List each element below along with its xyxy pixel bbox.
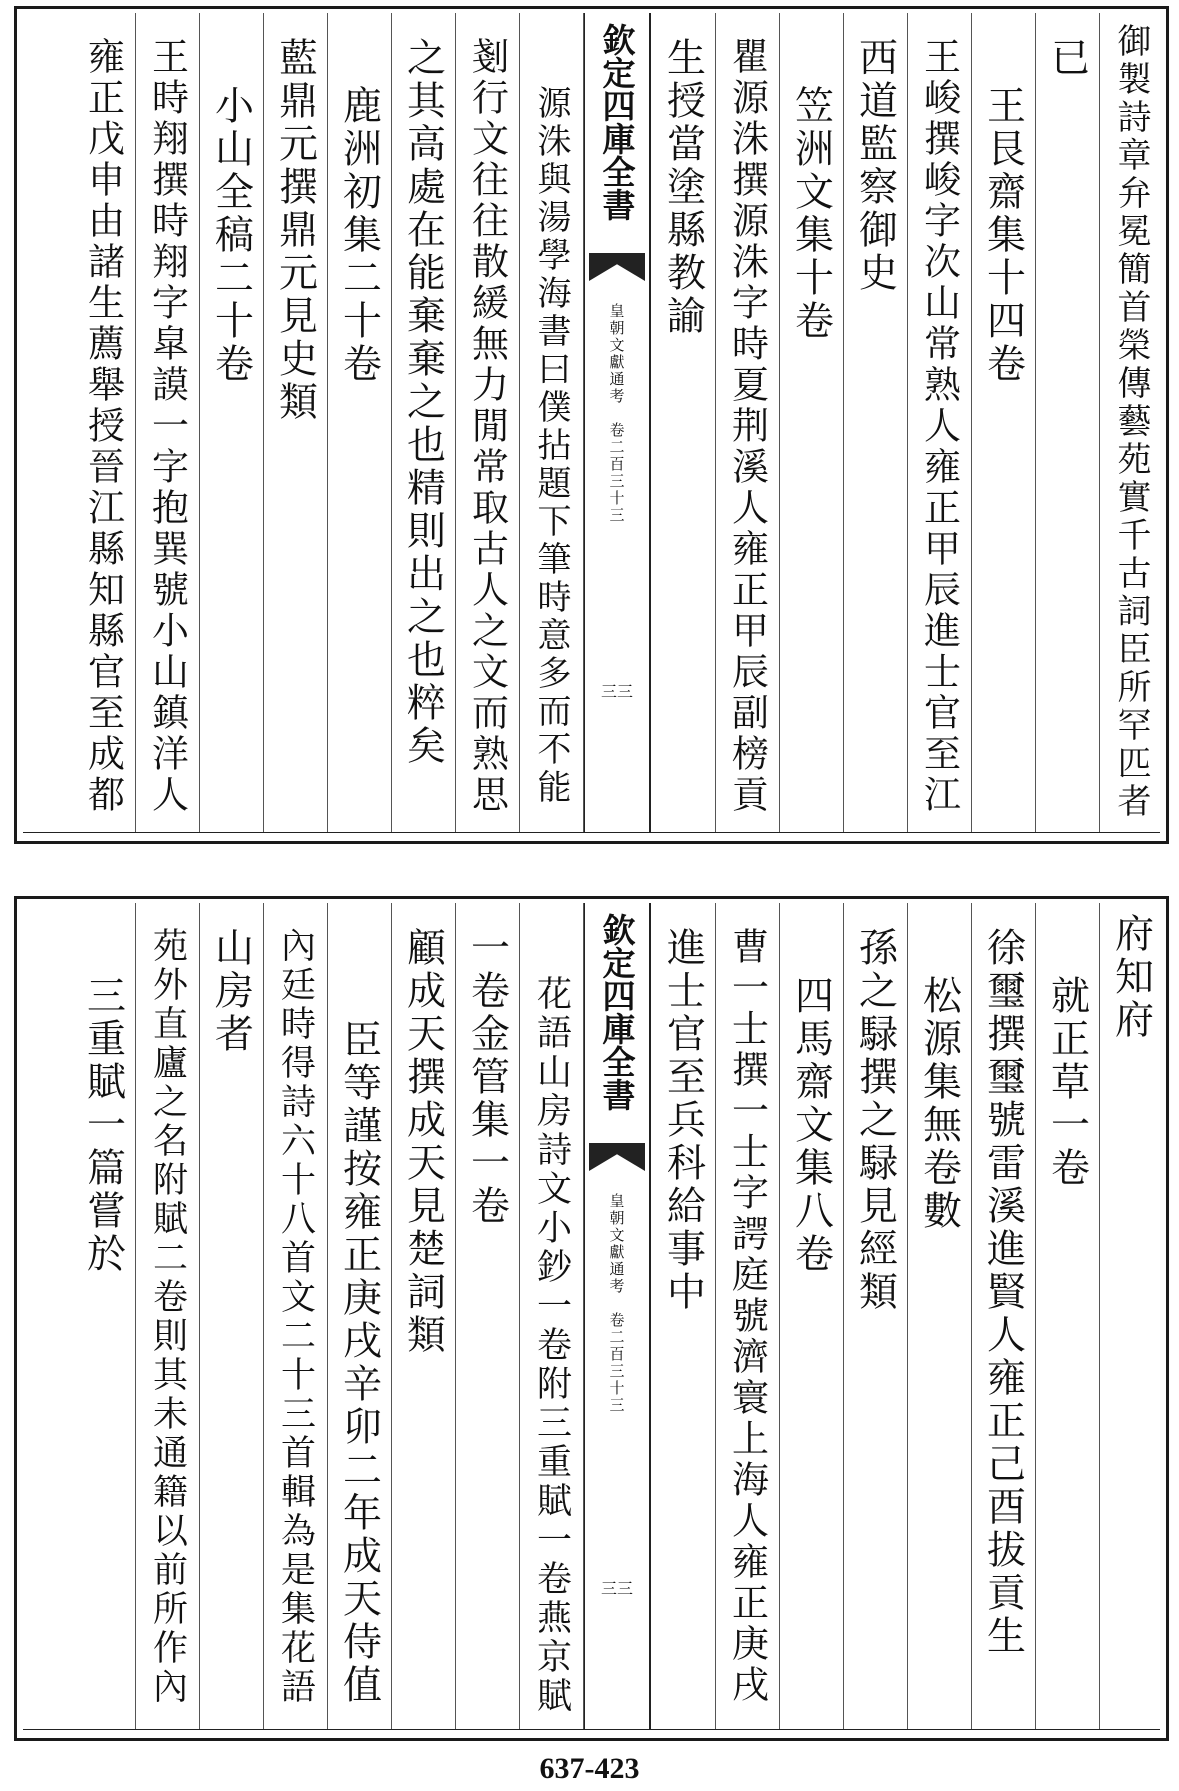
column (519, 903, 584, 1729)
column (971, 903, 1036, 1729)
column (1035, 13, 1100, 832)
column (199, 13, 264, 832)
column (455, 13, 520, 832)
column (971, 13, 1036, 832)
column (327, 13, 392, 832)
column (455, 903, 520, 1729)
column (907, 13, 972, 832)
column (135, 903, 200, 1729)
banxin-title: 欽定四庫全書 (597, 913, 637, 1111)
column-text: 進士官至兵科給事中 (660, 927, 706, 1314)
banxin-title: 欽定四庫全書 (597, 23, 637, 221)
column (779, 903, 844, 1729)
leaf-number: 三三 (600, 1579, 634, 1598)
column (519, 13, 584, 832)
column-text: 瞿源洙撰源洙字時夏荆溪人雍正甲辰副榜貢 (725, 37, 769, 816)
column-text: 笠洲文集十卷 (788, 85, 834, 343)
column-text: 內廷時得詩六十八首文二十三首輯為是集花語 (275, 927, 316, 1707)
column-text: 徐璽撰璽號雷溪進賢人雍正己酉拔貢生 (980, 927, 1026, 1658)
column (327, 903, 392, 1729)
column (199, 903, 264, 1729)
column (391, 903, 456, 1729)
column (263, 903, 328, 1729)
column (651, 903, 716, 1729)
column-text: 之其高處在能棄棄之也精則出之也粹矣 (400, 37, 446, 768)
page-number: 637-423 (539, 1752, 640, 1785)
column (843, 903, 908, 1729)
column-text: 生授當塗縣教諭 (660, 37, 706, 338)
leaf-number: 三三 (600, 682, 634, 701)
column-text: 王峻撰峻字次山常熟人雍正甲辰進士官至江 (917, 37, 961, 816)
column-text: 剗行文往往散緩無力閒常取古人之文而熟思 (465, 37, 509, 816)
column-text: 花語山房詩文小鈔一卷附三重賦一卷燕京賦 (531, 975, 572, 1716)
column (1099, 903, 1163, 1729)
fish-tail-mark (589, 1143, 645, 1171)
column (715, 13, 780, 832)
column-text: 王時翔撰時翔字皐謨一字抱巽號小山鎮洋人 (145, 37, 189, 816)
banxin-subtitle: 皇朝文獻通考 卷二百三十三 (607, 303, 626, 524)
column-text: 一卷金管集一卷 (464, 927, 510, 1228)
fish-tail-mark (589, 253, 645, 281)
column (71, 13, 136, 832)
center-fold-banxin (583, 13, 651, 832)
column-text: 苑外直廬之名附賦二卷則其未通籍以前所作內 (147, 927, 188, 1707)
column (843, 13, 908, 832)
column (651, 13, 716, 832)
column (135, 13, 200, 832)
column-text: 藍鼎元撰鼎元見史類 (272, 37, 318, 424)
column-text: 孫之騄撰之騄見經類 (852, 927, 898, 1314)
top-half-page (14, 6, 1169, 844)
column-text: 小山全稿二十卷 (208, 85, 254, 386)
column-text: 鹿洲初集二十卷 (336, 85, 382, 386)
column (715, 903, 780, 1729)
column (1035, 903, 1100, 1729)
column (391, 13, 456, 832)
column-text: 松源集無卷數 (916, 975, 962, 1233)
column-text: 源洙與湯學海書曰僕拈題下筆時意多而不能 (531, 85, 571, 807)
column (907, 903, 972, 1729)
column-text: 三重賦一篇嘗於 (80, 975, 126, 1276)
column-text: 府知府 (1108, 913, 1154, 1042)
column (71, 903, 136, 1729)
column-text: 就正草一卷 (1044, 975, 1090, 1190)
bottom-half-page (14, 896, 1169, 1741)
column-text: 臣等謹按雍正庚戌辛卯二年成天侍值 (336, 1019, 382, 1707)
center-fold-banxin (583, 903, 651, 1729)
column-text: 御製詩章弁冕簡首榮傳藝苑實千古詞臣所罕匹者 (1111, 23, 1151, 821)
column-text: 山房者 (208, 927, 254, 1056)
column-text: 雍正戊申由諸生薦舉授晉江縣知縣官至成都 (81, 37, 125, 816)
column-text: 已 (1044, 37, 1090, 80)
column (263, 13, 328, 832)
top-text-frame (23, 13, 1160, 833)
column (779, 13, 844, 832)
column (1099, 13, 1163, 832)
column-text: 顧成天撰成天見楚詞類 (400, 927, 446, 1357)
banxin-subtitle: 皇朝文獻通考 卷二百三十三 (607, 1193, 626, 1414)
column-text: 王艮齋集十四卷 (980, 85, 1026, 386)
column-text: 曹一士撰一士字諤庭號濟寰上海人雍正庚戌 (725, 927, 769, 1706)
column-text: 四馬齋文集八卷 (788, 975, 834, 1276)
bottom-text-frame (23, 903, 1160, 1730)
column-text: 西道監察御史 (852, 37, 898, 295)
